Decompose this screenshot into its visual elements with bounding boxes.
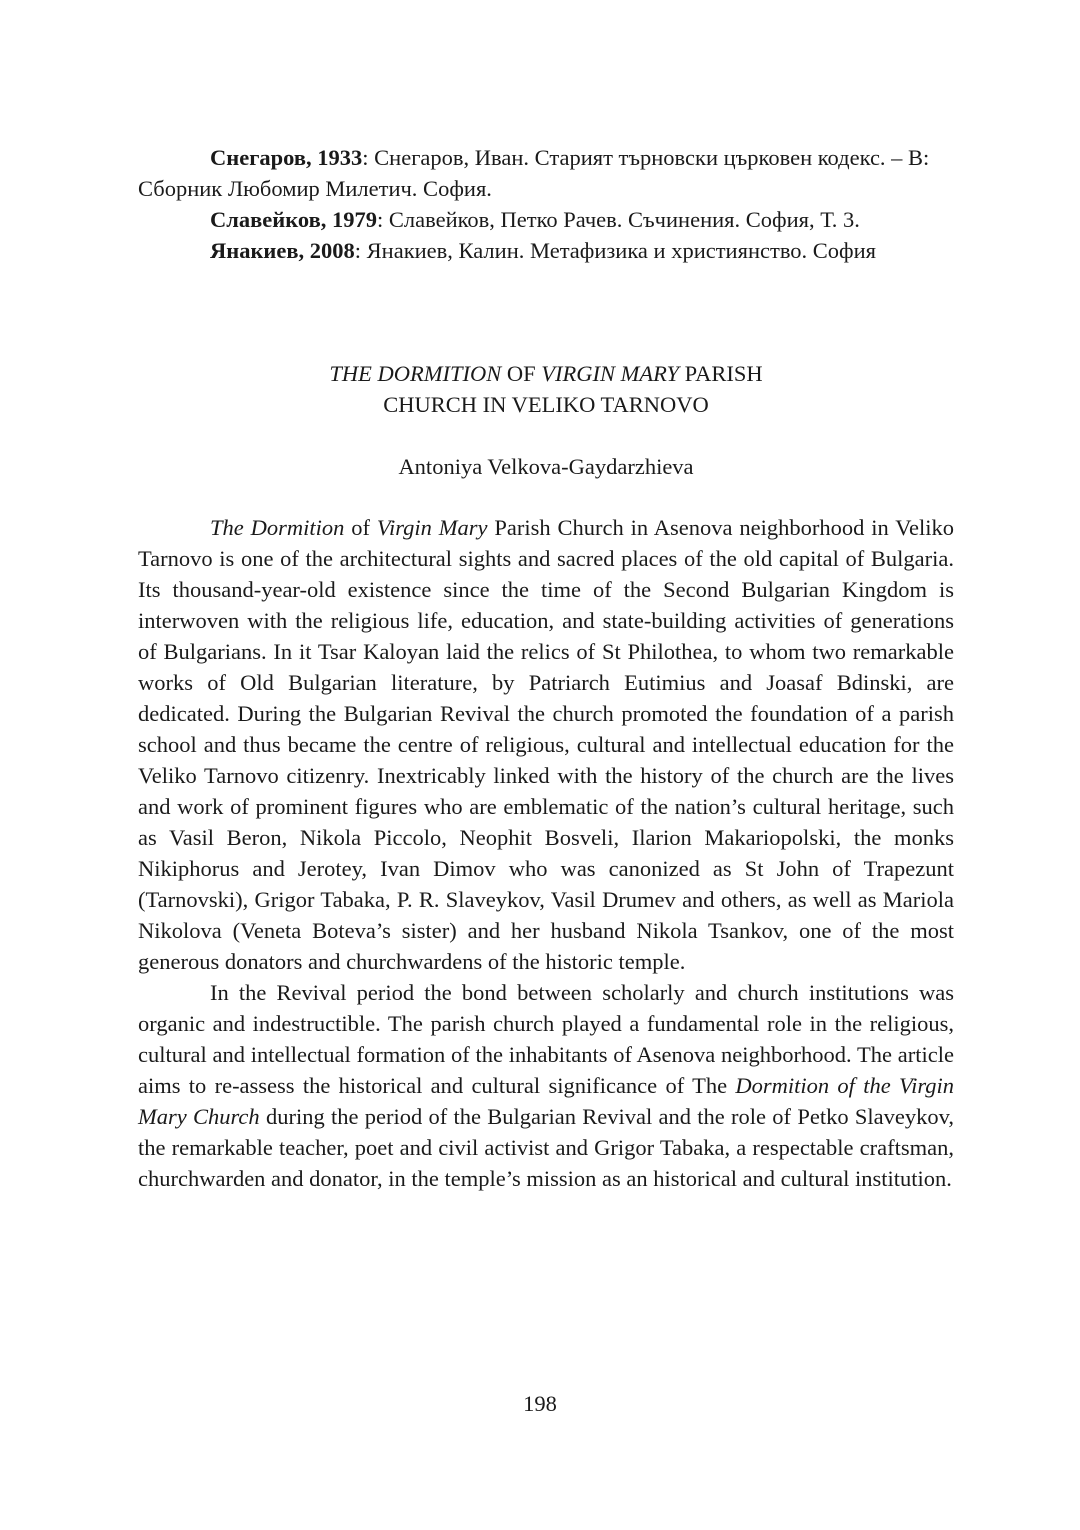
reference-text: Янакиев, Калин. Метафизика и християнство. София [366, 238, 877, 263]
reference-text: Снегаров, Иван. Старият търновски църковен кодекс. – В: Сборник Любомир Милетич. София. [138, 145, 930, 201]
reference-key: Янакиев, 2008 [210, 238, 355, 263]
reference-key: Славейков, 1979 [210, 207, 377, 232]
italic-virgin-mary: Virgin Mary [376, 515, 488, 540]
reference-text: Славейков, Петко Рачев. Съчинения. София, Т. 3. [388, 207, 860, 232]
article-title [138, 358, 954, 420]
article-title-line-1 [138, 358, 954, 389]
abstract-paragraph-1 [138, 512, 954, 977]
reference-separator: : [362, 145, 375, 170]
title-of: OF [501, 361, 542, 386]
article-title-line-2: CHURCH IN VELIKO TARNOVO [383, 392, 709, 417]
paragraph-2-text-start: In the Revival period the bond between scholarly and church institutions was organic and indestructible. The parish church played a fundamental role in the religious, cultural and intellectual formation of the inhabitants of Asenova neighborhood. The article aims to re-assess the historical and cultural significance of The [138, 980, 954, 1098]
reference-separator: : [354, 238, 367, 263]
article-author: Antoniya Velkova-Gaydarzhieva [398, 454, 694, 479]
italic-church-name: Dormition of the Virgin Mary Church [138, 1073, 954, 1129]
abstract-body [138, 512, 954, 1194]
reference-separator: : [376, 207, 389, 232]
paragraph-1-text: Parish Church in Asenova neighborhood in Veliko Tarnovo is one of the architectural sights and sacred places of the old capital of Bulgaria. Its thousand-year-old existence since the time of the Second Bulgarian Kingdom is interwoven with the religious life, education, and state-building activities of generations of Bulgarians. In it Tsar Kaloyan laid the relics of St Philothea, to whom two remarkable works of Old Bulgarian literature, by Patriarch Eutimius and Joasaf Bdinski, are dedicated. During the Bulgarian Revival the church promoted the foundation of a parish school and thus became the centre of religious, cultural and intellectual education for the Veliko Tarnovo citizenry. Inextricably linked with the history of the church are the lives and work of prominent figures who are emblematic of the nation’s cultural heritage, such as Vasil Beron, Nikola Piccolo, Neophit Bosveli, Ilarion Makariopolski, the monks Nikiphorus and Jerotey, Ivan Dimov who was canonized as St John of Trapezunt (Tarnovski), Grigor Tabaka, P. R. Slaveykov, Vasil Drumev and others, as well as Mariola Nikolova (Veneta Boteva’s sister) and her husband Nikola Tsankov, one of the most generous donators and churchwardens of the historic temple. [138, 515, 954, 974]
paragraph-2-text-end: during the period of the Bulgarian Revival and the role of Petko Slaveykov, the remarkable teacher, poet and civil activist and Grigor Tabaka, a respectable craftsman, churchwarden and donator, in the temple’s mission as an historical and cultural institution. [138, 1104, 954, 1191]
title-italic-dormition: THE DORMITION [329, 361, 502, 386]
reference-entry [138, 142, 958, 204]
italic-dormition: The Dormition [210, 515, 345, 540]
reference-entry [138, 235, 958, 266]
page-number: 198 [523, 1391, 557, 1416]
reference-key: Снегаров, 1933 [210, 145, 363, 170]
abstract-paragraph-2 [138, 977, 954, 1194]
title-parish: PARISH [679, 361, 763, 386]
reference-list [138, 142, 958, 266]
title-italic-virgin-mary: VIRGIN MARY [541, 361, 679, 386]
text-of: of [344, 515, 377, 540]
reference-entry [138, 204, 958, 235]
